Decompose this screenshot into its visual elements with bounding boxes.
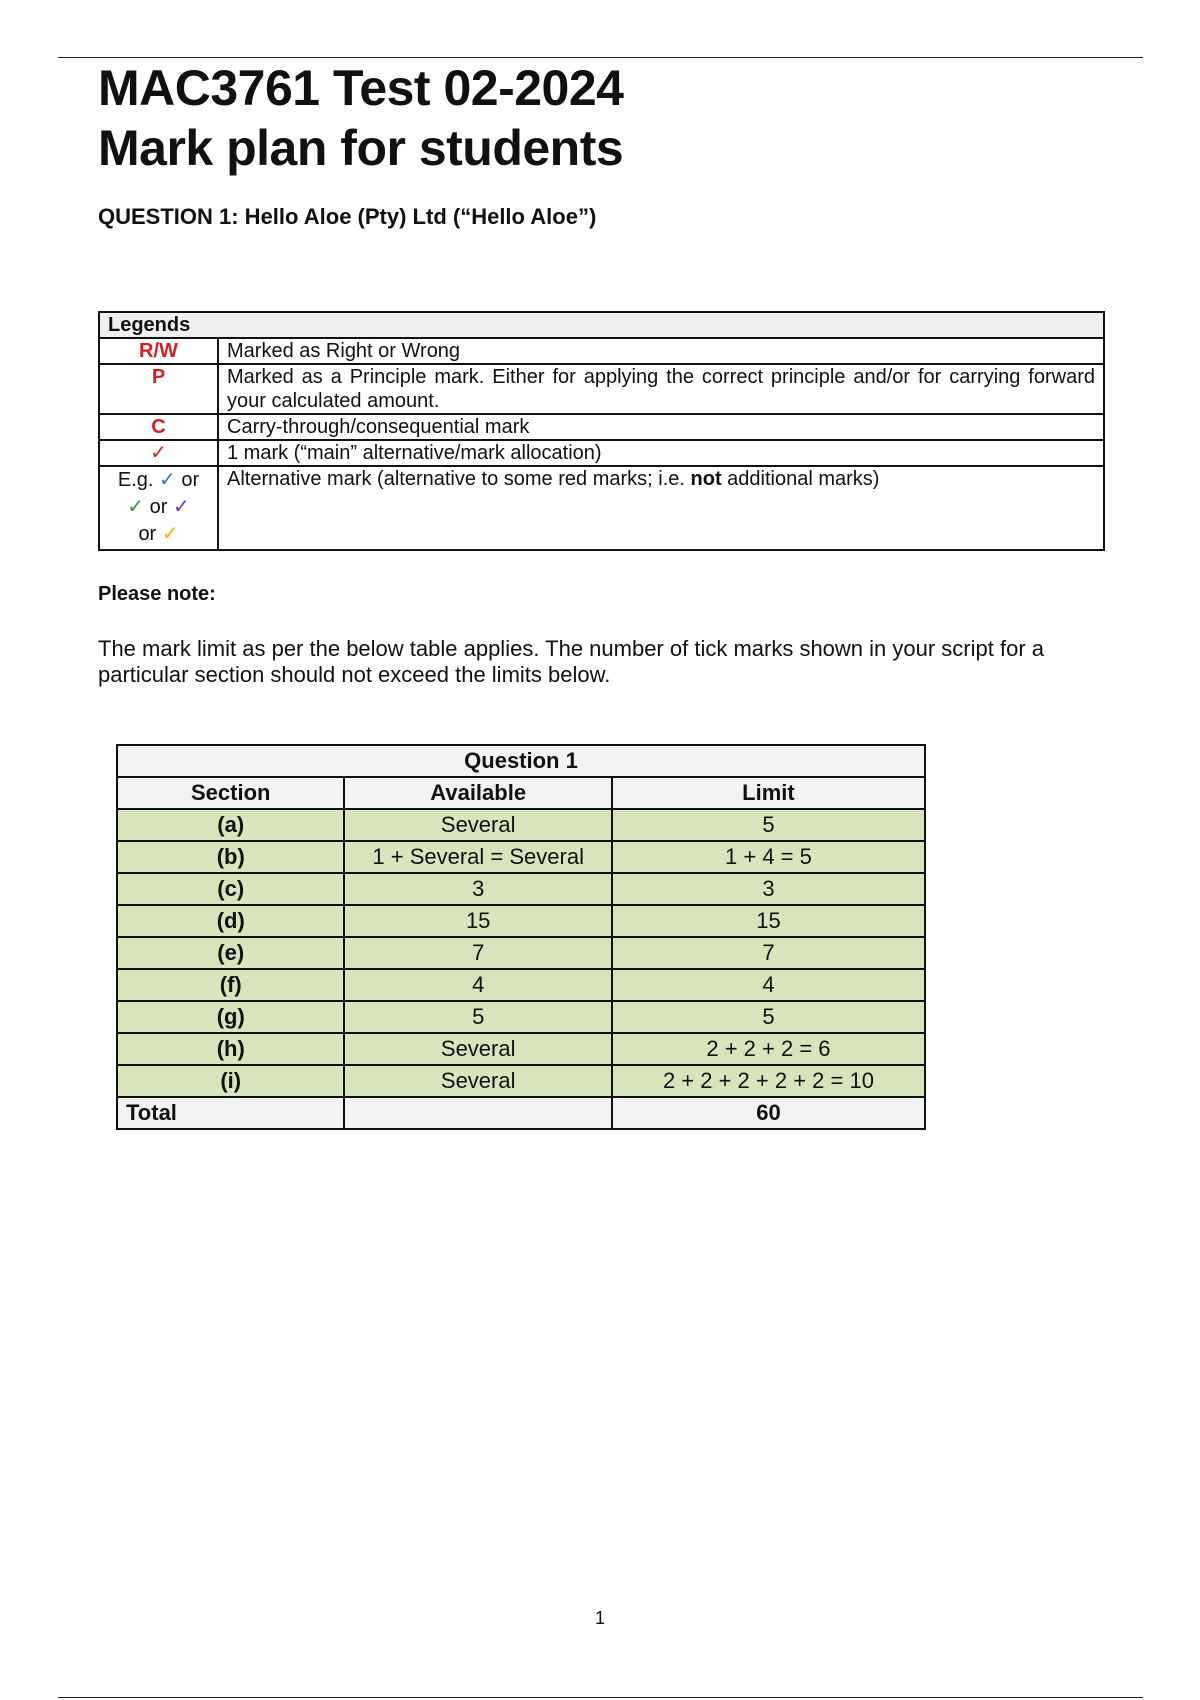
yellow-tick-icon: ✓ [161,523,179,545]
table-row [117,873,925,905]
title-line-1: MAC3761 Test 02-2024 [98,60,624,116]
table-row [117,809,925,841]
page-number: 1 [594,1608,605,1628]
limit-cell: 2 + 2 + 2 = 6 [612,1033,925,1065]
limit-cell: 5 [612,809,925,841]
total-limit: 60 [612,1097,925,1129]
bottom-rule [58,1697,1143,1698]
page-title [98,58,1108,178]
title-line-2: Mark plan for students [98,120,624,176]
limit-cell: 15 [612,905,925,937]
available-cell: Several [344,809,611,841]
table-caption: Question 1 [117,745,925,777]
column-header-section: Section [117,777,344,809]
limit-cell: 1 + 4 = 5 [612,841,925,873]
table-row [117,1033,925,1065]
section-cell: (f) [117,969,344,1001]
legend-description: 1 mark (“main” alternative/mark allocation) [218,440,1104,466]
alt-desc-after: additional marks) [727,468,880,490]
or-label: or [149,496,168,518]
red-tick-icon: ✓ [99,440,218,466]
purple-tick-icon: ✓ [172,496,190,518]
legend-row [99,440,1104,466]
section-cell: (i) [117,1065,344,1097]
table-row [117,905,925,937]
legend-symbol-c: C [99,414,218,440]
or-label: or [138,523,157,545]
alt-desc-bold: not [690,468,722,490]
blue-tick-icon: ✓ [159,469,176,491]
table-row [117,1065,925,1097]
alt-desc-before: Alternative mark (alternative to some red marks; i.e. [227,468,685,490]
section-cell: (h) [117,1033,344,1065]
limit-cell: 4 [612,969,925,1001]
table-header-row [117,777,925,809]
available-cell: 1 + Several = Several [344,841,611,873]
legend-symbol-p: P [99,364,218,414]
section-cell: (b) [117,841,344,873]
document-page [98,58,1108,1125]
legend-description: Carry-through/consequential mark [218,414,1104,440]
available-cell: 15 [344,905,611,937]
green-tick-icon: ✓ [127,496,145,518]
total-row [117,1097,925,1129]
table-row [117,969,925,1001]
or-label: or [181,469,200,491]
total-label: Total [117,1097,344,1129]
legend-row [99,338,1104,364]
note-body: The mark limit as per the below table applies. The number of tick marks shown in your script for a particular section should not exceed the limits below. [98,636,1044,687]
table-row [117,841,925,873]
legend-symbol-alternative [99,466,218,550]
available-cell: 3 [344,873,611,905]
limit-cell: 7 [612,937,925,969]
eg-label: E.g. [117,469,154,491]
legend-symbol-rw: R/W [99,338,218,364]
legend-row-alternative [99,466,1104,550]
limit-cell: 5 [612,1001,925,1033]
available-cell: Several [344,1065,611,1097]
legend-description: Marked as a Principle mark. Either for applying the correct principle and/or for carrying forward your calculated amount. [218,364,1104,414]
available-cell: 7 [344,937,611,969]
legend-row [99,414,1104,440]
column-header-available: Available [344,777,611,809]
available-cell: 4 [344,969,611,1001]
available-cell: Several [344,1033,611,1065]
table-row [117,937,925,969]
column-header-limit: Limit [612,777,925,809]
legend-description: Marked as Right or Wrong [218,338,1104,364]
table-caption-row [117,745,925,777]
section-cell: (c) [117,873,344,905]
section-cell: (a) [117,809,344,841]
total-available [344,1097,611,1129]
section-cell: (d) [117,905,344,937]
legends-header-row [99,312,1104,338]
mark-limit-table [116,744,926,1130]
legend-row [99,364,1104,414]
legends-table [98,311,1105,551]
question-title: QUESTION 1: Hello Aloe (Pty) Ltd (“Hello Aloe”) [98,204,597,229]
limit-cell: 3 [612,873,925,905]
note-label: Please note: [98,583,216,605]
legend-description [218,466,1104,550]
legends-header: Legends [99,312,1104,338]
section-cell: (g) [117,1001,344,1033]
available-cell: 5 [344,1001,611,1033]
section-cell: (e) [117,937,344,969]
table-row [117,1001,925,1033]
limit-cell: 2 + 2 + 2 + 2 + 2 = 10 [612,1065,925,1097]
